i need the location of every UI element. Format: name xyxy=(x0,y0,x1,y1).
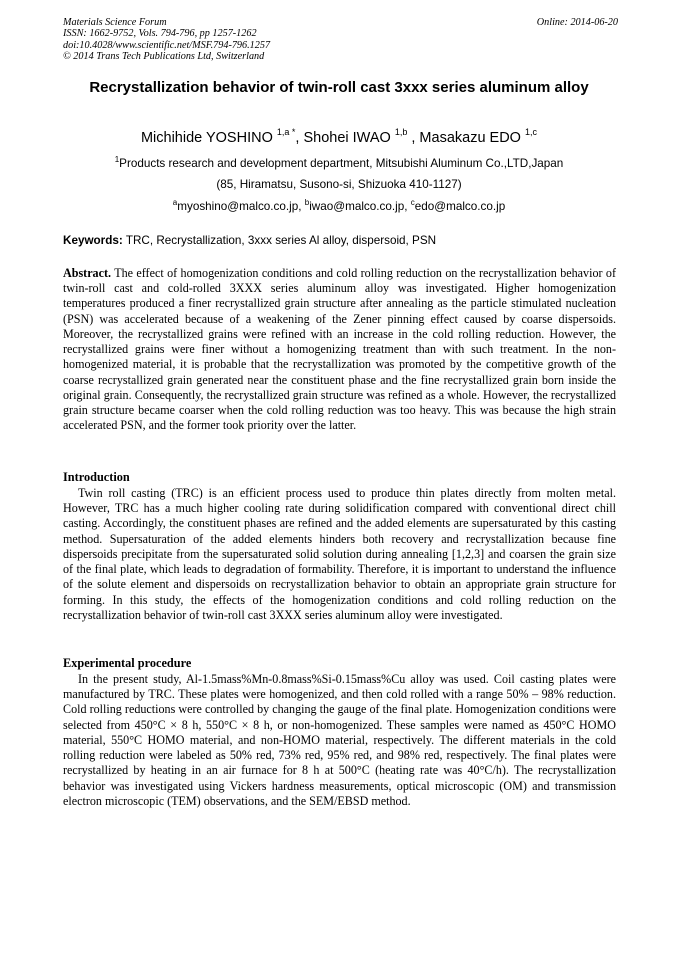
author-name: Michihide YOSHINO xyxy=(140,129,273,146)
affiliation-line-2: (85, Hiramatsu, Susono-si, Shizuoka 410-1127) xyxy=(216,178,462,191)
keywords xyxy=(63,234,623,247)
journal-copyright: © 2014 Trans Tech Publications Ltd, Switzerland xyxy=(63,51,265,63)
email-link[interactable]: iwao@malco.co.jp xyxy=(309,199,405,213)
affiliation-text: Products research and development department, Mitsubishi Aluminum Co.,LTD,Japan xyxy=(119,156,564,170)
abstract-label: Abstract. xyxy=(63,266,112,280)
author-list: Michihide YOSHINO $^{1,a *}$, Shohei IWAO $^{1,b}$ , Masakazu EDO $^{1,c}$ xyxy=(140,127,538,146)
author-affiliation-sup: 1,b xyxy=(394,127,408,137)
abstract xyxy=(63,266,616,433)
paper-title: Recrystallization behavior of twin-roll cast 3xxx series aluminum alloy xyxy=(89,79,589,96)
author-name: Masakazu EDO xyxy=(419,129,521,146)
affiliation-line-1 xyxy=(0,155,678,170)
experimental-heading: Experimental procedure xyxy=(63,656,192,670)
introduction-heading: Introduction xyxy=(63,470,130,484)
introduction-text: Twin roll casting (TRC) is an efficient process used to produce thin plates directly from molten metal. However, TRC has a much higher cooling rate during solidification compared with conventional direct chill casting. Accordingly, the constituent phases are refined and the added elements are supersaturated by this casting method. Supersaturation of the added elements hinders both recovery and recrystallization because fine dispersoids precipitate from the supersaturated solid solution during annealing [1,2,3] and coarsen the grain size of the final plate, which leads to degradation of formability. Therefore, it is important to understand the influence of the solute element and dispersoids on recrystallization behavior to obtain an appropriate grain structure for forming. In this study, the effects of the homogenization conditions and cold rolling reduction on the recrystallization behavior of twin-roll cast 3XXX series aluminum alloy were investigated. xyxy=(63,486,616,622)
online-date: Online: 2014-06-20 xyxy=(536,17,618,28)
author-affiliation-sup: 1,c xyxy=(525,127,538,137)
journal-header xyxy=(63,17,618,63)
email-link[interactable]: myoshino@malco.co.jp xyxy=(177,199,299,213)
affiliation-sup: 1 xyxy=(114,155,120,164)
journal-doi: doi:10.4028/www.scientific.net/MSF.794-796.1257 xyxy=(63,39,271,51)
email-sup: b xyxy=(304,198,310,207)
email-sup: a xyxy=(172,198,178,207)
journal-issn: ISSN: 1662-9752, Vols. 794-796, pp 1257-1262 xyxy=(63,28,257,40)
author-affiliation-sup: 1,a * xyxy=(276,127,296,137)
keywords-label: Keywords: xyxy=(63,234,123,247)
journal-name: Materials Science Forum xyxy=(63,17,167,28)
abstract-text: The effect of homogenization conditions and cold rolling reduction on the recrystallization behavior of twin-roll cast and cold-rolled 3XXX series aluminum alloy was investigated. Higher homogenization temperatures produced a finer recrystallized grain structure after annealing as the particle stimulated nucleation (PSN) was accelerated because of a weakening of the Zener pinning effect caused by coarse dispersoids. Moreover, the recrystallized grains were refined with an increase in the cold rolling reduction. However, the recrystallized grains were finer without a homogenizing treatment than with such treatment. In the non-homogenized material, it is probable that the recrystallization was promoted by the competitive growth of the coarse recrystallized grain generated near the constituent phase and the fine recrystallized grain born inside the original grain. Consequently, the recrystallized grain structure was refined as a whole. However, the recrystallized grain structure became coarser when the cold rolling reduction was too heavy. This was because the high strain accelerated PSN, and the former took priority over the latter. xyxy=(63,266,616,433)
keywords-text: TRC, Recrystallization, 3xxx series Al alloy, dispersoid, PSN xyxy=(125,234,437,247)
email-line: $^a$myoshino@malco.co.jp, $^b$iwao@malco.co.jp, $^c$edo@malco.co.jp xyxy=(172,198,506,213)
author-name: Shohei IWAO xyxy=(303,129,391,146)
experimental-text: In the present study, Al-1.5mass%Mn-0.8mass%Si-0.15mass%Cu alloy was used. Coil casting plates were manufactured by TRC. These plates were homogenized, and then cold rolled with a range 50% – 98% reduction. Cold rolling reductions were controlled by changing the gauge of the final plate. Homogenization conditions were selected from 450°C × 8 h, 550°C × 8 h, or non-homogenized. These samples were named as 450°C HOMO material, 550°C HOMO material, and non-HOMO material, respectively. The different materials in the cold rolling reduction were labeled as 50% red, 73% red, 95% red, and 98% red, respectively. The final plates were recrystallized by heating in an air furnace for 8 h at 500°C (heating rate was 40°C/h). The recrystallization behavior was investigated using Vickers hardness measurements, optical microscopic (OM) and transmission electron microscopic (TEM) observations, and the SEM/EBSD method. xyxy=(63,672,616,808)
email-link[interactable]: edo@malco.co.jp xyxy=(414,199,506,213)
email-sup: c xyxy=(410,198,415,207)
